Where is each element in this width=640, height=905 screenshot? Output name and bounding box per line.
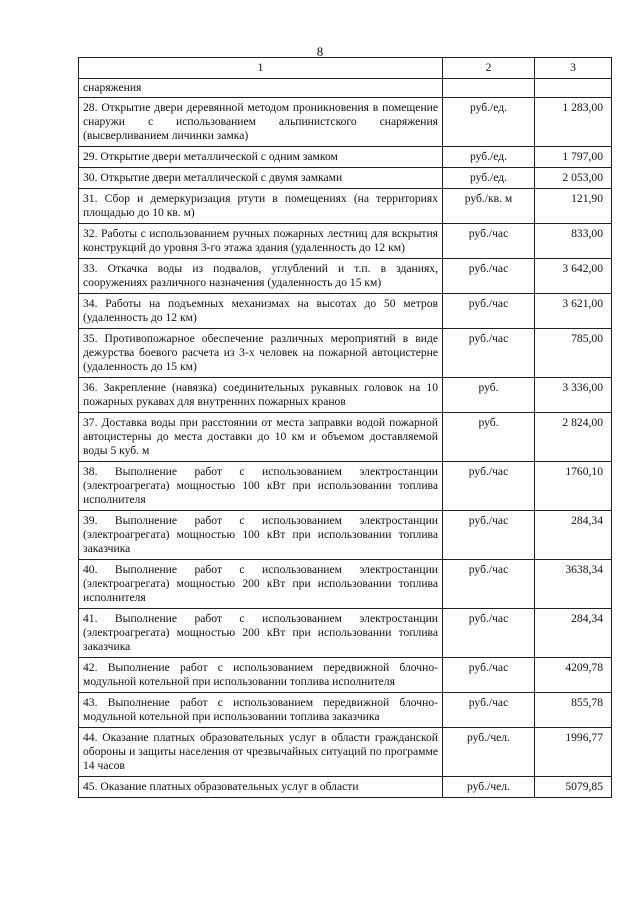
- price-cell: 4209,78: [535, 658, 612, 693]
- table-row: [79, 259, 612, 294]
- unit-cell: руб.: [443, 413, 535, 462]
- unit-cell: руб./час: [443, 511, 535, 560]
- price-cell: 1 283,00: [535, 98, 612, 147]
- service-description: 29. Открытие двери металлической с одним замком: [79, 147, 443, 168]
- unit-cell: руб./час: [443, 693, 535, 728]
- service-description: 38. Выполнение работ с использованием электростанции (электроагрегата) мощностью 100 кВт при использовании топлива исполнителя: [79, 462, 443, 511]
- unit-cell: руб./час: [443, 329, 535, 378]
- table-row: [79, 658, 612, 693]
- service-description: 37. Доставка воды при расстоянии от места заправки водой пожарной автоцистерны до места доставки до 10 км и объемом доставляемой воды 5 куб. м: [79, 413, 443, 462]
- service-description: 33. Откачка воды из подвалов, углублений и т.п. в зданиях, сооружениях различного назначения (удаленность до 15 км): [79, 259, 443, 294]
- continuation-price: [535, 79, 612, 98]
- unit-cell: руб./час: [443, 609, 535, 658]
- unit-cell: руб./кв. м: [443, 189, 535, 224]
- price-cell: 3 336,00: [535, 378, 612, 413]
- price-cell: 2 824,00: [535, 413, 612, 462]
- service-description: 32. Работы с использованием ручных пожарных лестниц для вскрытия конструкций до уровня 3-го этажа здания (удаленность до 12 км): [79, 224, 443, 259]
- table-row: [79, 693, 612, 728]
- price-cell: 855,78: [535, 693, 612, 728]
- price-cell: 833,00: [535, 224, 612, 259]
- price-cell: 284,34: [535, 609, 612, 658]
- continuation-row: [79, 79, 612, 98]
- table-row: [79, 98, 612, 147]
- price-cell: 3638,34: [535, 560, 612, 609]
- service-description: 40. Выполнение работ с использованием электростанции (электроагрегата) мощностью 200 кВт при использовании топлива исполнителя: [79, 560, 443, 609]
- price-cell: 121,90: [535, 189, 612, 224]
- unit-cell: руб.: [443, 378, 535, 413]
- unit-cell: руб./ед.: [443, 168, 535, 189]
- table-row: [79, 147, 612, 168]
- price-cell: 284,34: [535, 511, 612, 560]
- page-number: 8: [316, 44, 324, 59]
- price-cell: 3 621,00: [535, 294, 612, 329]
- table-row: [79, 378, 612, 413]
- table-row: [79, 777, 612, 798]
- column-header-1: 1: [79, 58, 443, 79]
- column-header-3: 3: [535, 58, 612, 79]
- unit-cell: руб./час: [443, 259, 535, 294]
- price-cell: 1996,77: [535, 728, 612, 777]
- table-row: [79, 609, 612, 658]
- table-row: [79, 189, 612, 224]
- service-description: 34. Работы на подъемных механизмах на высотах до 50 метров (удаленность до 12 км): [79, 294, 443, 329]
- unit-cell: руб./час: [443, 224, 535, 259]
- service-description: 45. Оказание платных образовательных услуг в области: [79, 777, 443, 798]
- service-description: 36. Закрепление (навязка) соединительных рукавных головок на 10 пожарных рукавах для внутренних пожарных кранов: [79, 378, 443, 413]
- service-description: 41. Выполнение работ с использованием электростанции (электроагрегата) мощностью 200 кВт при использовании топлива заказчика: [79, 609, 443, 658]
- service-description: 44. Оказание платных образовательных услуг в области гражданской обороны и защиты населения от чрезвычайных ситуаций по программе 14 часов: [79, 728, 443, 777]
- service-description: 28. Открытие двери деревянной методом проникновения в помещение снаружи с использованием альпинистского снаряжения (высверливанием личинки замка): [79, 98, 443, 147]
- price-cell: 1 797,00: [535, 147, 612, 168]
- service-description: 31. Сбор и демеркуризация ртути в помещениях (на территориях площадью до 10 кв. м): [79, 189, 443, 224]
- unit-cell: руб./ед.: [443, 98, 535, 147]
- service-description: 39. Выполнение работ с использованием электростанции (электроагрегата) мощностью 100 кВт при использовании топлива заказчика: [79, 511, 443, 560]
- table-row: [79, 224, 612, 259]
- column-header-2: 2: [443, 58, 535, 79]
- price-cell: 1760,10: [535, 462, 612, 511]
- service-description: 35. Противопожарное обеспечение различных мероприятий в виде дежурства боевого расчета из 3-х человек на пожарной автоцистерне (удаленность до 15 км): [79, 329, 443, 378]
- continuation-text: снаряжения: [79, 79, 443, 98]
- unit-cell: руб./чел.: [443, 777, 535, 798]
- unit-cell: руб./час: [443, 560, 535, 609]
- price-cell: 5079,85: [535, 777, 612, 798]
- unit-cell: руб./час: [443, 294, 535, 329]
- unit-cell: руб./чел.: [443, 728, 535, 777]
- price-cell: 2 053,00: [535, 168, 612, 189]
- unit-cell: руб./час: [443, 462, 535, 511]
- header-row: [79, 58, 612, 79]
- table-row: [79, 413, 612, 462]
- service-description: 30. Открытие двери металлической с двумя замками: [79, 168, 443, 189]
- table-row: [79, 329, 612, 378]
- table-row: [79, 728, 612, 777]
- service-description: 42. Выполнение работ с использованием передвижной блочно-модульной котельной при использовании топлива исполнителя: [79, 658, 443, 693]
- price-table: [78, 57, 612, 798]
- table-row: [79, 294, 612, 329]
- price-cell: 785,00: [535, 329, 612, 378]
- table-row: [79, 560, 612, 609]
- table-row: [79, 462, 612, 511]
- service-description: 43. Выполнение работ с использованием передвижной блочно-модульной котельной при использовании топлива заказчика: [79, 693, 443, 728]
- continuation-unit: [443, 79, 535, 98]
- table-row: [79, 168, 612, 189]
- table-row: [79, 511, 612, 560]
- price-cell: 3 642,00: [535, 259, 612, 294]
- unit-cell: руб./ед.: [443, 147, 535, 168]
- unit-cell: руб./час: [443, 658, 535, 693]
